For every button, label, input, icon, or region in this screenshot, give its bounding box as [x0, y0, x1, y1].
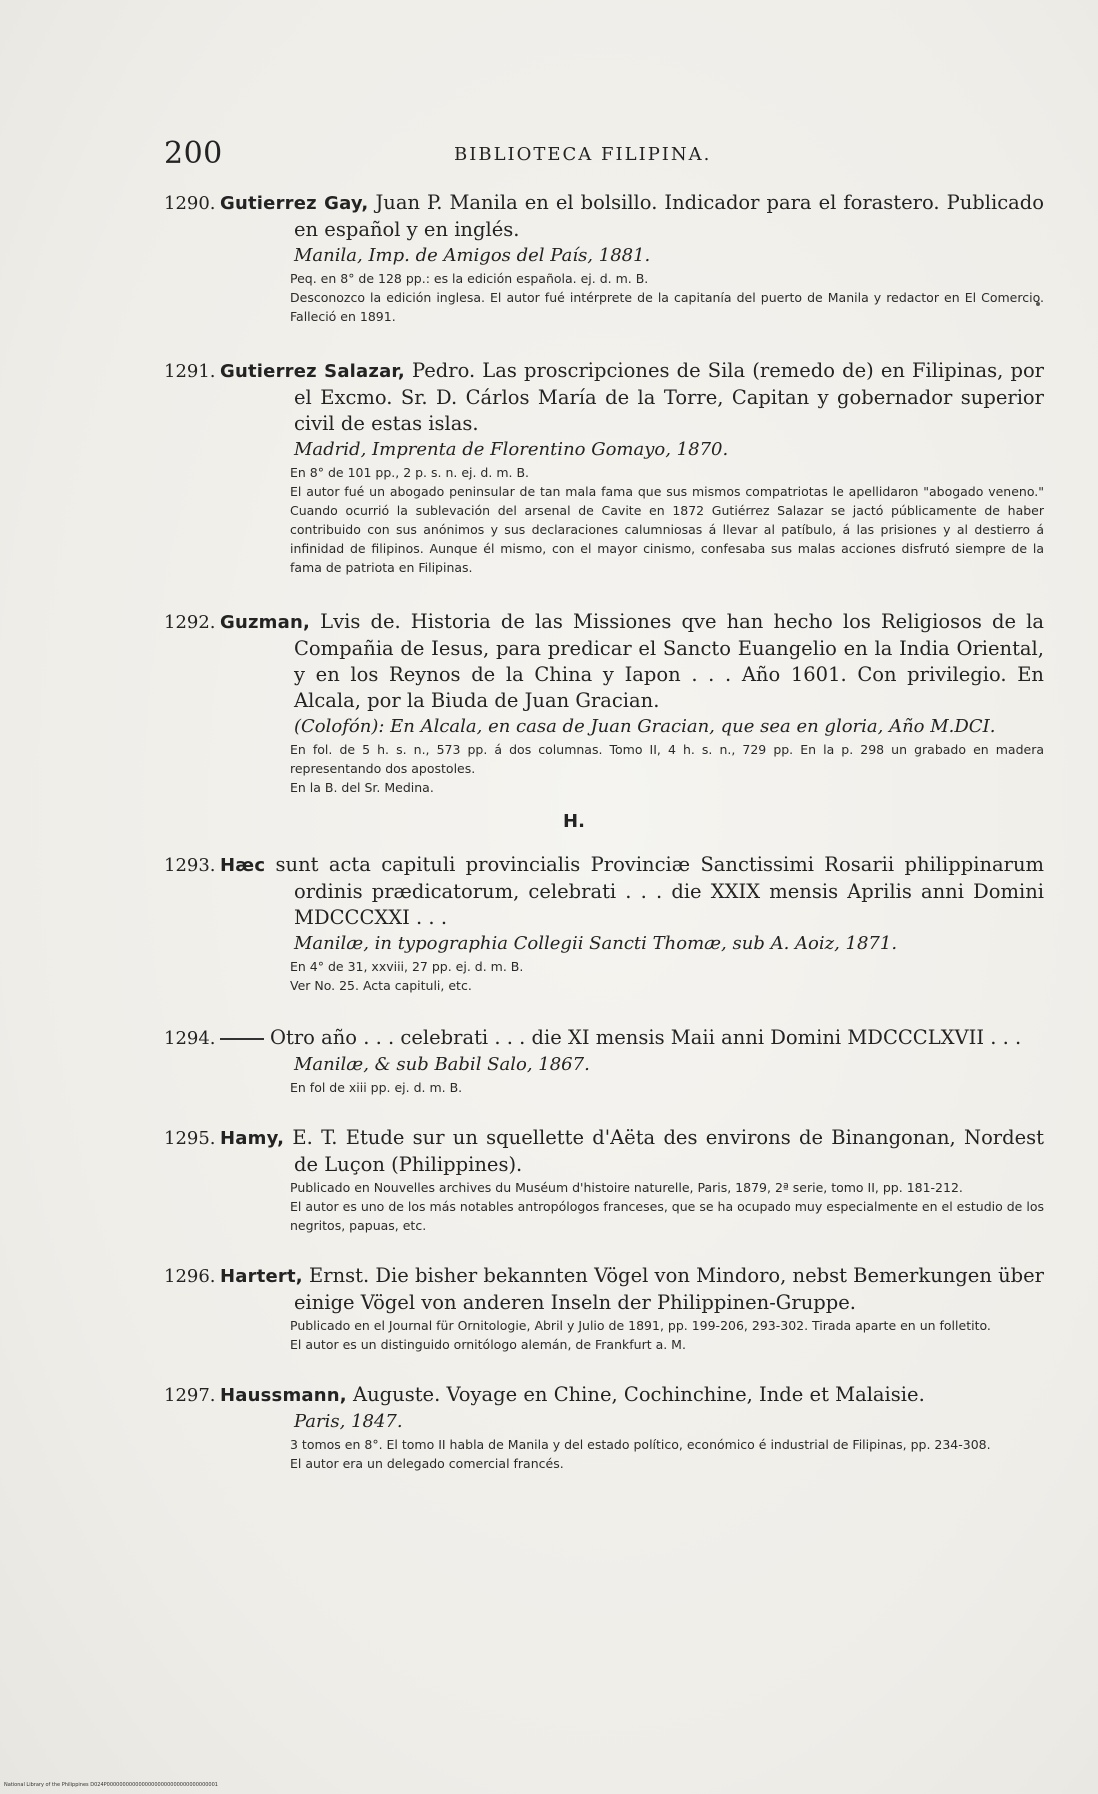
page-number: 200 — [164, 136, 223, 171]
entry-note: Ver No. 25. Acta capituli, etc. — [290, 978, 472, 993]
entry-imprint: Madrid, Imprenta de Florentino Gomayo, 1870. — [294, 439, 729, 460]
entry-note: Peq. en 8° de 128 pp.: es la edición española. ej. d. m. B. — [290, 271, 649, 286]
entry-imprint: Manila, Imp. de Amigos del País, 1881. — [294, 245, 651, 266]
entry-title: Otro año . . . celebrati . . . die XI mensis Maii anni Domini MDCCCLXVII . . . — [270, 1026, 1022, 1049]
entry-1293 — [164, 852, 1044, 995]
entry-number: 1295. — [164, 1128, 216, 1149]
entry-title: Historia de las Missiones qve han hecho los Religiosos de la Compañia de Iesus, para predicar el Sancto Euangelio en la India Oriental, y en los Reynos de la China y Iapon . . . Año 1601. Con privilegio. En Alcala, por la Biuda de Juan Gracian. — [294, 610, 1044, 712]
entry-title: Voyage en Chine, Cochinchine, Inde et Malaisie. — [440, 1383, 925, 1406]
entry-imprint: Paris, 1847. — [294, 1411, 403, 1432]
entry-title: Etude sur un squellette d'Aëta des environs de Binangonan, Nordest de Luçon (Philippines). — [294, 1126, 1044, 1176]
entry-title: Die bisher bekannten Vögel von Mindoro, nebst Bemerkungen über einige Vögel von anderen Inseln der Philippinen-Gruppe. — [294, 1264, 1044, 1314]
page-header — [164, 136, 1064, 176]
entry-note: En fol. de 5 h. s. n., 573 pp. á dos columnas. Tomo II, 4 h. s. n., 729 pp. En la p. 298 un grabado en madera representando dos apostoles. — [290, 742, 1044, 776]
entry-number: 1290. — [164, 193, 216, 214]
entry-imprint: Manilæ, in typographia Collegii Sancti Thomæ, sub A. Aoiz, 1871. — [294, 933, 898, 954]
scan-footer: National Library of the Philippines D024P00000000000000000000000000000000001 — [4, 1782, 218, 1788]
entry-note: El autor fué un abogado peninsular de tan mala fama que sus mismos compatriotas le apellidaron "abogado veneno." Cuando ocurrió la sublevación del arsenal de Cavite en 1872 Gutiérrez Salazar se jactó públicamente de haber contribuido con sus anónimos y sus declaraciones calumniosas á llevar al patíbulo, á las prisiones y al destierro á infinidad de filipinos. Aunque él mismo, con el mayor cinismo, confesaba sus malas acciones disfrutó siempre de la fama de patriota en Filipinas. — [290, 484, 1044, 575]
entry-heading — [164, 190, 1044, 243]
entry-heading — [164, 358, 1044, 437]
entry-note: En 8° de 101 pp., 2 p. s. n. ej. d. m. B. — [290, 465, 529, 480]
entry-title: Las proscripciones de Sila (remedo de) en Filipinas, por el Excmo. Sr. D. Cárlos María de la Torre, Capitan y gobernador superior civil de estas islas. — [294, 359, 1045, 435]
entry-author: Gutierrez Salazar, — [220, 361, 405, 382]
entry-number: 1292. — [164, 612, 216, 633]
ditto-dash — [220, 1038, 264, 1040]
entry-note: En fol de xiii pp. ej. d. m. B. — [290, 1080, 463, 1095]
section-letter: H. — [563, 811, 585, 832]
running-title: BIBLIOTECA FILIPINA. — [454, 144, 712, 165]
entry-author: Hartert, — [220, 1266, 303, 1287]
entry-author-rest: E. T. — [284, 1126, 338, 1149]
entry-1294 — [164, 1025, 1044, 1097]
entry-note: El autor era un delegado comercial francés. — [290, 1456, 564, 1471]
entry-author-rest: Ernst. — [302, 1264, 370, 1287]
entry-1291 — [164, 358, 1044, 577]
entry-note: En 4° de 31, xxviii, 27 pp. ej. d. m. B. — [290, 959, 524, 974]
entry-note: El autor es un distinguido ornitólogo alemán, de Frankfurt a. M. — [290, 1337, 686, 1352]
entry-author: Hamy, — [220, 1128, 285, 1149]
entry-note: 3 tomos en 8°. El tomo II habla de Manila y del estado político, económico é industrial de Filipinas, pp. 234-308. — [290, 1437, 991, 1452]
entry-note: El autor es uno de los más notables antropólogos franceses, que se ha ocupado muy especialmente en el estudio de los negritos, papuas, etc. — [290, 1199, 1044, 1233]
entry-author-rest: Lvis de. — [310, 610, 401, 633]
entry-note: Publicado en Nouvelles archives du Muséum d'histoire naturelle, Paris, 1879, 2ª serie, tomo II, pp. 181-212. — [290, 1180, 963, 1195]
entry-number: 1297. — [164, 1385, 216, 1406]
entry-1295 — [164, 1125, 1044, 1235]
entry-number: 1291. — [164, 361, 216, 382]
entry-note: Desconozco la edición inglesa. El autor fué intérprete de la capitanía del puerto de Manila y redactor en El Comercio. Falleció en 1891. — [290, 290, 1044, 324]
entry-author-rest: Auguste. — [346, 1383, 441, 1406]
entry-heading — [164, 609, 1044, 714]
entry-heading — [164, 1263, 1044, 1316]
entry-title: Manila en el bolsillo. Indicador para el forastero. Publicado en español y en inglés. — [294, 191, 1045, 241]
entry-author: Guzman, — [220, 612, 311, 633]
entry-imprint: Manilæ, & sub Babil Salo, 1867. — [294, 1054, 590, 1075]
entry-1292 — [164, 609, 1044, 797]
entry-imprint: (Colofón): En Alcala, en casa de Juan Gracian, que sea en gloria, Año M.DCI. — [294, 716, 996, 737]
entry-author: Gutierrez Gay, — [220, 193, 369, 214]
entry-author-rest: Juan P. — [368, 191, 443, 214]
entry-1297 — [164, 1382, 1044, 1473]
entry-note: Publicado en el Journal für Ornitologie, Abril y Julio de 1891, pp. 199-206, 293-302. Tirada aparte en un folletito. — [290, 1318, 991, 1333]
entry-heading — [164, 1382, 1044, 1409]
entry-heading — [164, 852, 1044, 931]
entry-1290 — [164, 190, 1044, 326]
entries-list — [0, 190, 1098, 1473]
entry-number: 1296. — [164, 1266, 216, 1287]
entry-number: 1294. — [164, 1028, 216, 1049]
entry-1296 — [164, 1263, 1044, 1354]
entry-author-rest: Pedro. — [404, 359, 476, 382]
entry-author: Haussmann, — [220, 1385, 347, 1406]
entry-heading — [164, 1125, 1044, 1178]
entry-title: sunt acta capituli provincialis Provinciæ Sanctissimi Rosarii philippinarum ordinis prædicatorum, celebrati . . . die XXIX mensis Aprilis anni Domini MDCCCXXI . . . — [265, 853, 1044, 929]
entry-number: 1293. — [164, 855, 216, 876]
entry-note: En la B. del Sr. Medina. — [290, 780, 434, 795]
entry-author: Hæc — [220, 855, 266, 876]
entry-heading — [164, 1025, 1044, 1052]
